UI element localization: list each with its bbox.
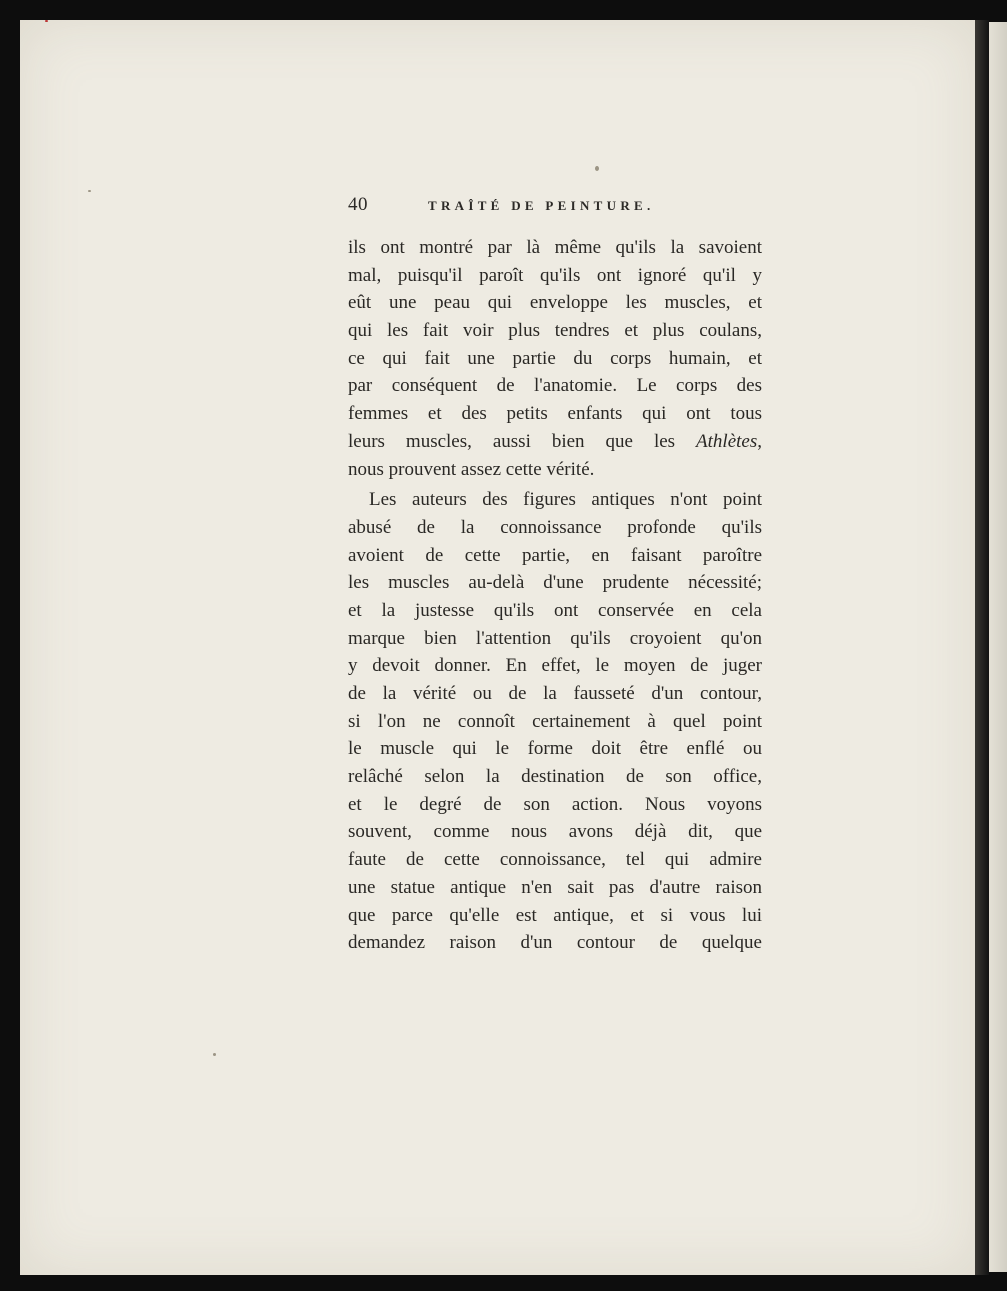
text-line: nous prouvent assez cette vérité. [348,458,595,480]
text-line: ils ont montré par là même qu'ils la savoient [348,237,762,258]
text-line: abusé de la connoissance profonde qu'ils [348,516,762,538]
text-line: une statue antique n'en sait pas d'autre raison [348,876,762,898]
text-line: si l'on ne connoît certainement à quel point [348,710,762,732]
text-line: avoient de cette partie, en faisant paroître [348,544,762,566]
page-number: 40 [348,194,368,215]
running-title: TRAÎTÉ DE PEINTURE. [428,198,655,213]
text-line: les muscles au-delà d'une prudente nécessité; [348,572,762,594]
paragraph-first-line: Les auteurs des figures antiques n'ont point [369,489,762,511]
text-line: mal, puisqu'il paroît qu'ils ont ignoré qu'il y [348,264,762,286]
text-line: de la vérité ou de la fausseté d'un contour, [348,683,762,704]
text-line: qui les fait voir plus tendres et plus coulans, [348,320,762,342]
text-line: relâché selon la destination de son office, [348,766,762,788]
book-spine-shadow [975,20,989,1275]
text-line: faute de cette connoissance, tel qui admire [348,849,762,871]
text-line: que parce qu'elle est antique, et si vous lui [348,904,762,926]
text-line: par conséquent de l'anatomie. Le corps des [348,375,762,397]
text-line: eût une peau qui enveloppe les muscles, et [348,292,762,314]
text-line: ce qui fait une partie du corps humain, et [348,347,762,369]
paper-speck [595,166,599,171]
facing-page-edge [989,22,1007,1272]
text-line: leurs muscles, aussi bien que les Athlètes, [348,430,762,452]
italic-word: Athlètes [696,430,758,452]
text-line: y devoit donner. En effet, le moyen de juger [348,655,762,677]
paper-speck [45,20,48,22]
text-line: demandez raison d'un contour de quelque [348,932,762,954]
text-line: le muscle qui le forme doit être enflé ou [348,738,762,760]
text-line: marque bien l'attention qu'ils croyoient qu'on [348,627,762,649]
text-line: et la justesse qu'ils ont conservée en cela [348,599,762,621]
text-line: femmes et des petits enfants qui ont tous [348,403,762,425]
paper-speck [88,190,91,192]
paper-speck [213,1053,216,1056]
body-text [348,234,762,957]
text-line: souvent, comme nous avons déjà dit, que [348,821,762,843]
page-header [348,194,762,224]
text-line: et le degré de son action. Nous voyons [348,793,762,815]
